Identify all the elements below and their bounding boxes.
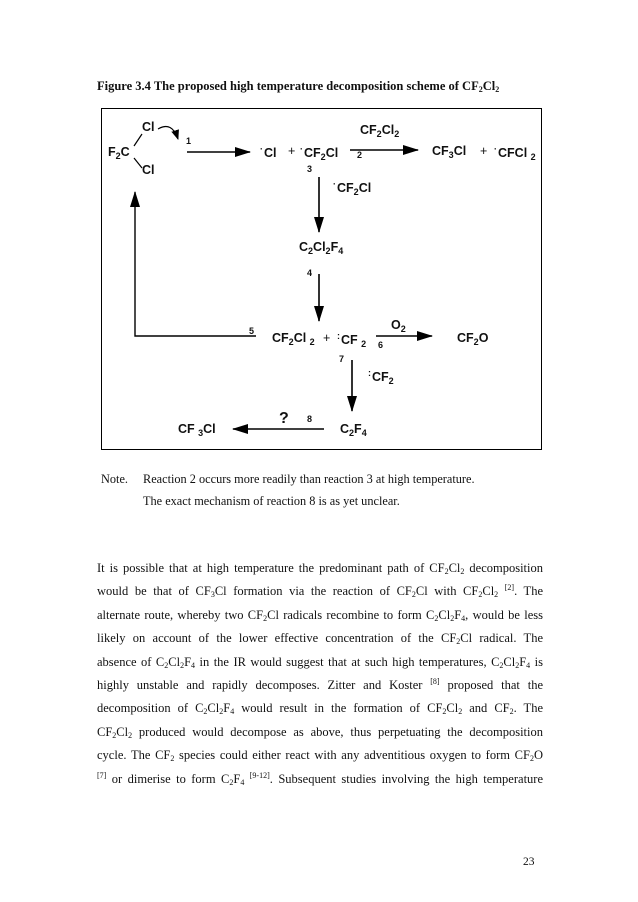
species-cf2cl-reagent: $^\cdot CF_2Cl$ (333, 179, 372, 197)
step-7: 7 (339, 354, 345, 364)
step-3: 3 (307, 164, 313, 174)
step-2: 2 (357, 150, 363, 160)
question-mark: ? (279, 410, 289, 427)
note-line-2: The exact mechanism of reaction 8 is as yet unclear. (143, 494, 400, 508)
plus-sign: + (480, 144, 488, 158)
plus-sign: + (323, 331, 331, 345)
step-5: 5 (249, 326, 255, 336)
species-cfcl2-radical: ·CFCl $_2$ (494, 144, 536, 162)
page-number: 23 (523, 856, 535, 868)
species-c2f4: $C_2F_4$ (340, 422, 367, 438)
step-6: 6 (378, 340, 384, 350)
species-cf2cl2: $CF_2Cl$ $_2$ (272, 331, 315, 347)
step-8: 8 (307, 414, 313, 424)
species-cf2-reagent: $^:CF_2$ (368, 368, 394, 386)
species-cl-top: Cl (142, 120, 155, 134)
species-cf3cl-product: CF $_3$Cl (178, 422, 216, 438)
note-label: Note. (101, 472, 128, 486)
note-line-1: Reaction 2 occurs more readily than reaction 3 at high temperature. (143, 472, 475, 486)
species-cf2cl2-reagent: $CF_2Cl_2$ (360, 123, 400, 139)
species-cf2cl-radical: $^\cdot CF_2Cl$ (300, 144, 339, 162)
species-cf2-carbene: :CF $_2$ (337, 331, 367, 349)
species-f2c: $F_2C$ (108, 145, 130, 161)
step-1: 1 (186, 136, 192, 146)
species-cl-radical: ·Cl (260, 144, 277, 160)
species-c2cl2f4: $C_2Cl_2F_4$ (299, 240, 344, 256)
species-o2: $O_2$ (391, 318, 406, 334)
figure-caption: Figure 3.4 The proposed high temperature decomposition scheme of $CF_2Cl_2$ (97, 79, 500, 94)
plus-sign: + (288, 144, 296, 158)
step-4: 4 (307, 268, 313, 278)
species-cf3cl: $CF_3Cl$ (432, 144, 467, 160)
species-cl-bottom: Cl (142, 163, 155, 177)
species-cf2o: $CF_2O$ (457, 331, 489, 347)
reaction-scheme (101, 108, 542, 450)
body-paragraph: It is possible that at high temperature the predominant path of $CF_2Cl_2$ decomposition would be that of $CF_3Cl$ formation via the reaction of $CF_2Cl$ with $CF_2Cl_2$ [2]. The alternate route, whereby two $CF_2Cl$ radicals recombine to form $C_2Cl_2F_4$, would be less likely on account of the lower effective concentration of the $CF_2Cl$ radical. The absence of $C_2Cl_2F_4$ in the IR would suggest that at such high temperatures, $C_2Cl_2F_4$ is highly unstable and rapidly decomposes. Zitter and Koster [8] proposed that the decomposition of $C_2Cl_2F_4$ would result in the formation of $CF_2Cl_2$ and $CF_2$. The $CF_2Cl_2$ produced would decompose as above, thus perpetuating the decomposition cycle. The $CF_2$ species could either react with any adventitious oxygen to form $CF_2O$ [7] or dimerise to form $C_2F_4$ [9-12]. Subsequent studies involving the high temperature (97, 561, 544, 787)
